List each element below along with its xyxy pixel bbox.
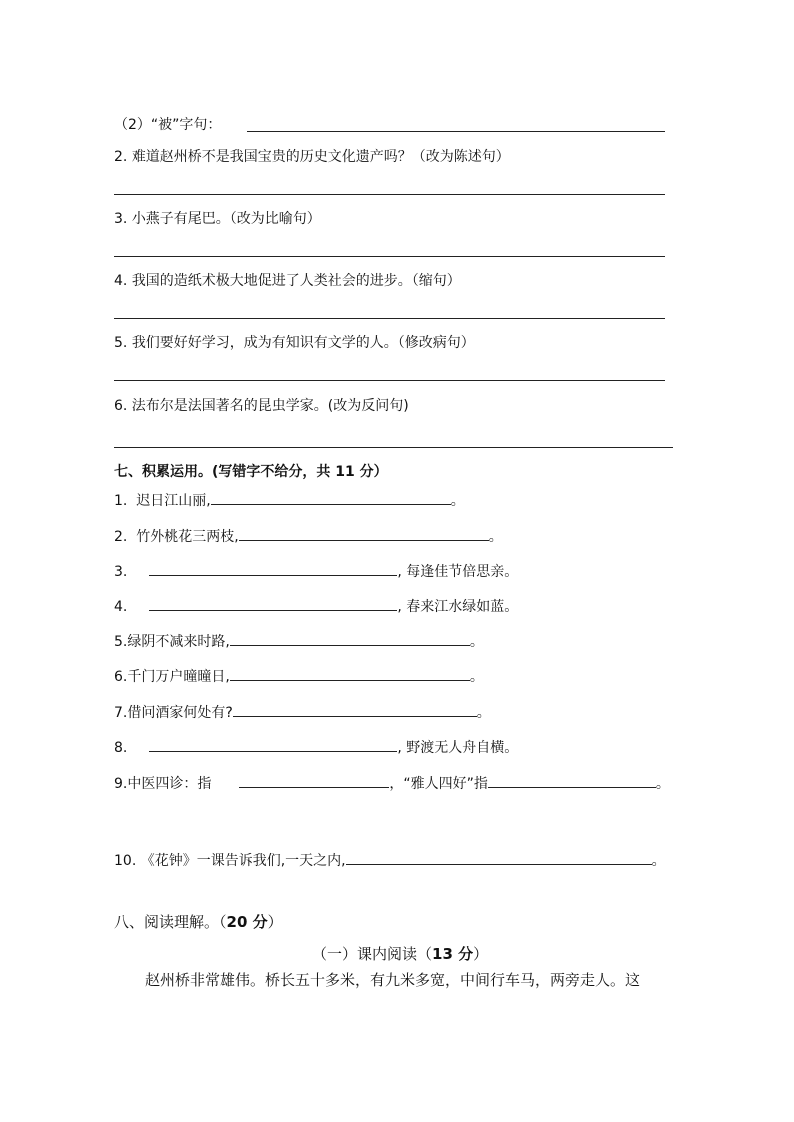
item-number: 2.	[114, 149, 128, 165]
question-6: 6. 法布尔是法国著名的昆虫学家。(改为反问句)	[114, 398, 409, 414]
poem-line: , 每逢佳节倍思亲。	[397, 564, 519, 580]
item-number: 2.	[114, 529, 128, 545]
poem-item-1	[114, 490, 465, 510]
section-title-text: 八、阅读理解。（	[114, 913, 227, 931]
item-number: 3.	[114, 211, 128, 227]
item-text: 中医四诊：指	[127, 776, 212, 792]
answer-blank[interactable]	[230, 666, 470, 681]
poem-line: 借问酒家何处有?	[127, 705, 233, 721]
answer-line[interactable]	[114, 318, 665, 319]
answer-blank[interactable]	[239, 526, 489, 541]
poem-punct: 。	[476, 705, 491, 721]
poem-item-5	[114, 631, 484, 651]
question-2	[114, 148, 510, 166]
answer-blank[interactable]	[230, 631, 470, 646]
item-punct: 。	[655, 776, 670, 792]
poem-punct: 。	[488, 529, 503, 545]
poem-item-2	[114, 526, 503, 546]
answer-blank[interactable]	[346, 850, 652, 865]
poem-line: 千门万户曈曈日,	[127, 669, 230, 685]
answer-blank[interactable]	[149, 596, 397, 611]
item-9	[114, 773, 670, 793]
item-number: 9.	[114, 776, 128, 792]
section-7-title: 七、积累运用。(写错字不给分，共 11 分）	[114, 464, 388, 480]
item-text: 我国的造纸术极大地促进了人类社会的进步。（缩句）	[131, 273, 461, 289]
subsection-title-text: ）	[473, 945, 489, 963]
subsection-title-text: （一）课内阅读（	[312, 945, 433, 963]
poem-item-6	[114, 666, 484, 686]
answer-line[interactable]	[114, 380, 665, 381]
question-4	[114, 272, 461, 290]
item-number: 4.	[114, 599, 128, 615]
item-number: 5.	[114, 634, 128, 650]
poem-line: 竹外桃花三两枝,	[136, 529, 239, 545]
item-punct: 。	[651, 853, 666, 869]
item-text: 我们要好好学习，成为有知识有文学的人。（修改病句）	[131, 335, 475, 351]
subsection-score: 13 分	[432, 945, 474, 963]
answer-line[interactable]	[114, 447, 673, 448]
answer-blank[interactable]	[211, 490, 451, 505]
answer-line[interactable]	[247, 131, 665, 132]
poem-line: 迟日江山丽,	[136, 493, 211, 509]
poem-item-3	[114, 561, 518, 581]
poem-line: , 春来江水绿如蓝。	[397, 599, 519, 615]
item-number: 4.	[114, 273, 128, 289]
section-title-text: ）	[267, 913, 283, 931]
poem-punct: 。	[450, 493, 465, 509]
answer-blank[interactable]	[239, 773, 389, 788]
poem-punct: 。	[469, 634, 484, 650]
item-number: 10.	[114, 853, 137, 869]
item-text: ，“雅人四好”指	[389, 776, 488, 792]
item-text: “被”字句：	[150, 117, 222, 133]
answer-blank[interactable]	[488, 773, 656, 788]
poem-item-8	[114, 737, 518, 757]
item-number: 1.	[114, 493, 128, 509]
section-8-title	[114, 913, 283, 931]
section-score: 20 分	[226, 913, 268, 931]
item-number: 7.	[114, 705, 128, 721]
answer-line[interactable]	[114, 194, 665, 195]
answer-blank[interactable]	[149, 561, 397, 576]
question-5	[114, 334, 475, 352]
item-text: 难道赵州桥不是我国宝贵的历史文化遗产吗？（改为陈述句）	[131, 149, 510, 165]
q-passive-sentence	[114, 116, 221, 134]
answer-blank[interactable]	[233, 702, 477, 717]
answer-line[interactable]	[114, 256, 665, 257]
item-text: 《花钟》一课告诉我们,一天之内,	[140, 853, 346, 869]
item-10	[114, 850, 666, 870]
item-text: 小燕子有尾巴。（改为比喻句）	[131, 211, 321, 227]
subsection-title	[312, 945, 488, 963]
poem-punct: 。	[469, 669, 484, 685]
question-3	[114, 210, 321, 228]
poem-line: , 野渡无人舟自横。	[397, 740, 519, 756]
poem-line: 绿阴不减来时路,	[127, 634, 230, 650]
item-number: 5.	[114, 335, 128, 351]
answer-blank[interactable]	[149, 737, 397, 752]
item-number: 8.	[114, 740, 128, 756]
item-number: （2）	[114, 117, 151, 133]
reading-passage: 赵州桥非常雄伟。桥长五十多米，有九米多宽，中间行车马，两旁走人。这	[145, 971, 641, 989]
poem-item-7	[114, 702, 491, 722]
item-number: 6.	[114, 669, 128, 685]
item-number: 3.	[114, 564, 128, 580]
poem-item-4	[114, 596, 518, 616]
